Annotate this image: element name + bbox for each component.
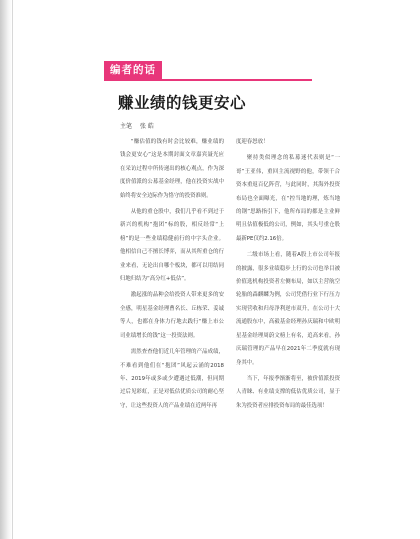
section-tag: 编者的话 xyxy=(104,61,162,79)
paragraph-continued: 度迎春怒放！ xyxy=(236,139,269,145)
paragraph: 从他的重仓股中，我们几乎看不到过于新兴的机构“抱团”标的股，相反经常“上榜”的是一些业绩稳健前行的中字头企业。他相信自己不擅长博弈，而从其所重仓的行业来看，无论出自哪个板块，都可以用结同归地归结为“高分红+低估”。 xyxy=(120,209,224,283)
article-body xyxy=(120,136,340,516)
paragraph: 激起涨的品种会给投资人带来更多的安全感，明星基金经理曹名长、丘栋荣、姜诚等人，也都在身体力行地去践行“赚上市公司业绩增长的钱”这一投资法则。 xyxy=(120,292,224,339)
byline-role: 主笔 xyxy=(120,123,133,130)
right-column xyxy=(236,136,340,516)
byline xyxy=(120,121,162,130)
paragraph: 需然查查他们近几年管理的产品成绩，不难看到他们在“抱团”风起云涌的2018年、2019年或多或少遭遇过低潮，但同期过后见彩虹，正是对低估优质公司的耐心坚守，让这些投资人的产品业绩在近两年再 xyxy=(120,349,224,409)
section-rule xyxy=(104,79,312,81)
paragraph: 当下，年报季渐渐将至，被价值派投资人青睐、有业绩支撑的低估优质公司，显于朱为投资者应排投资布局的最佳选项！ xyxy=(236,375,340,409)
left-column xyxy=(120,136,224,516)
article-title: 赚业绩的钱更安心 xyxy=(118,94,247,112)
page-spine-shadow xyxy=(0,0,12,539)
paragraph: “赚估值的钱有时会比较难，赚业绩的钱会更安心”这是本期封面文章嘉宾聂光应在采访过程中所传递出的核心观点，作为深度价值派的公募基金经理，他在投资实战中始终将安全边际作为恪守的投资准则。 xyxy=(120,139,224,199)
paragraph: 聚持类似理念的私募迷代表则是“一哥”王亚伟，重回主流视野的他，带领千合资本重返百亿阵营，与此同时，其海外投资布局也全面曝光，在“控当地的理，炼当地的钢”思路指引下，他所布局的都是主业鲜明且估值极低的公司，例如，其头号重仓股最新PE仅约2.16倍。 xyxy=(236,155,340,242)
byline-author: 张 皓 xyxy=(140,123,154,130)
paragraph: 二级市场上看，随着A股上市公司年报的披露，很多业绩稳步上行的公司也举目被价值选机构投资者左侧布局，如以主营航空轮胎的森麒麟为例，公司凭借行业下行压力实现营收和归母净利逆市双升，在公司十大流通股东中，高毅基金经理孙庆瑞和中欧明星基金经理周蔚文榜上有名，追高来看，孙庆瑞管理的产品早在2021年二季度就有现身其中。 xyxy=(236,252,340,366)
